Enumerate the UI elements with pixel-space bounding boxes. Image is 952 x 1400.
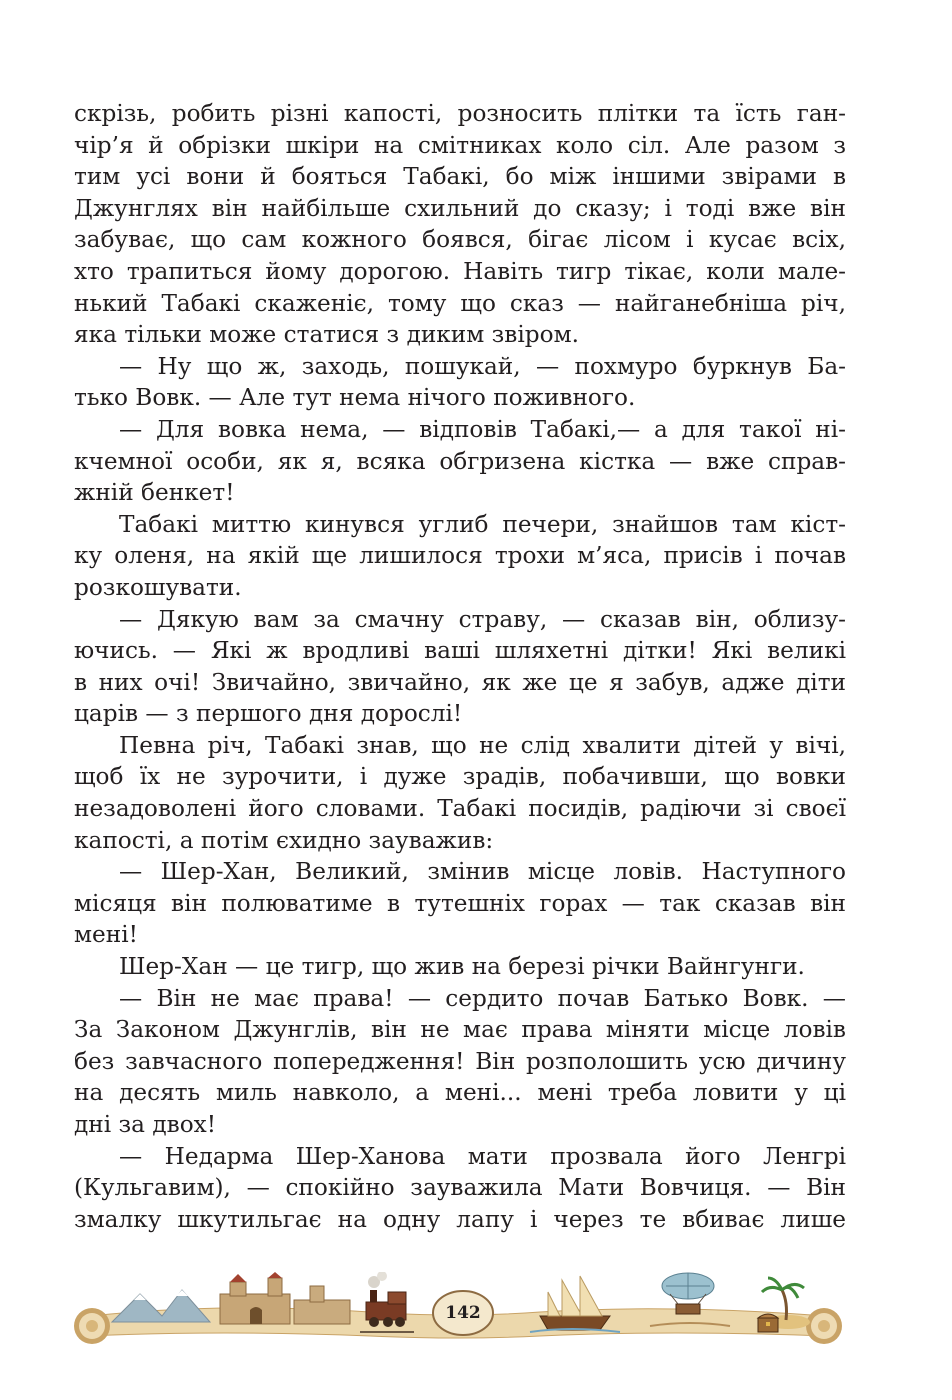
text-line: скрізь, робить різні капості, розносить плітки та їсть ган- — [74, 100, 846, 127]
text-line: в них очі! Звичайно, звичайно, як же це я забув, адже діти — [74, 668, 846, 696]
text-line: Шер-Хан — це тигр, що жив на березі річки Вайнгунги. — [119, 953, 805, 981]
text-line: Певна річ, Табакі знав, що не слід хвалити дітей у вічі, — [119, 731, 846, 759]
text-line: капості, а потім єхидно зауважив: — [74, 826, 494, 854]
text-line: — Недарма Шер-Ханова мати прозвала його Ленгрі — [119, 1142, 846, 1170]
text-line: — Він не має права! — сердито почав Батько Вовк. — — [119, 984, 846, 1012]
text-line: ку оленя, на якій ще лишилося трохи м’яса, присів і почав — [74, 542, 846, 570]
text-line: — Для вовка нема, — відповів Табакі,— а для такої ні- — [119, 415, 846, 443]
text-line: дні за двох! — [74, 1111, 217, 1138]
text-line: місяця він полюватиме в тутешніх горах — так сказав він — [74, 889, 846, 917]
text-line: жній бенкет! — [74, 479, 235, 507]
text-line: тько Вовк. — Але тут нема нічого поживного. — [74, 384, 636, 412]
text-line: незадоволені його словами. Табакі посидів, радіючи зі своєї — [74, 795, 846, 823]
text-line: на десять миль навколо, а мені... мені треба ловити у ці — [74, 1079, 846, 1107]
text-line: кчемної особи, як я, всяка обгризена кістка — вже справ- — [74, 447, 846, 475]
text-line: мені! — [74, 921, 138, 949]
text-line: хто трапиться йому дорогою. Навіть тигр тікає, коли мале- — [74, 257, 846, 285]
left-end-disk — [74, 1308, 110, 1344]
text-line: змалку шкутильгає на одну лапу і через те вбиває лише — [74, 1205, 846, 1233]
text-line: (Кульгавим), — спокійно зауважила Мати Вовчиця. — Він — [74, 1174, 846, 1202]
text-line: — Шер-Хан, Великий, змінив місце ловів. Наступного — [119, 858, 846, 886]
page-number: 142 — [445, 1303, 481, 1323]
mountains-icon — [112, 1290, 210, 1322]
text-line: — Дякую вам за смачну страву, — сказав він, облизу- — [119, 605, 846, 633]
page-text — [74, 98, 846, 1235]
text-line: Табакі миттю кинувся углиб печери, знайшов там кіст- — [119, 510, 846, 538]
text-line: забуває, що сам кожного боявся, бігає лісом і кусає всіх, — [74, 226, 846, 254]
right-end-disk — [806, 1308, 842, 1344]
text-line: Джунглях він найбільше схильний до сказу; і тоді вже він — [74, 194, 846, 222]
castle-icon — [220, 1272, 350, 1324]
text-line: — Ну що ж, заходь, пошукай, — похмуро буркнув Ба- — [119, 352, 846, 380]
text-line: ючись. — Які ж вродливі ваші шляхетні дітки! Які великі — [74, 637, 846, 665]
text-line: чір’я й обрізки шкіри на смітниках коло сіл. Але разом з — [74, 131, 846, 159]
text-line: яка тільки може статися з диким звіром. — [74, 321, 579, 349]
text-line: нький Табакі скаженіє, тому що сказ — найганебніша річ, — [74, 289, 846, 317]
text-line: За Законом Джунглів, він не має права міняти місце ловів — [74, 1016, 846, 1044]
text-line: тим усі вони й бояться Табакі, бо між іншими звірами в — [74, 163, 846, 191]
text-line: щоб їх не зурочити, і дуже зрадів, побачивши, що вовки — [74, 763, 846, 791]
text-line: розкошувати. — [74, 573, 242, 601]
treasure-chest-icon — [758, 1314, 778, 1332]
text-line: без завчасного попередження! Він розполошить усю дичину — [74, 1047, 846, 1075]
text-line: царів — з першого дня дорослі! — [74, 700, 463, 728]
